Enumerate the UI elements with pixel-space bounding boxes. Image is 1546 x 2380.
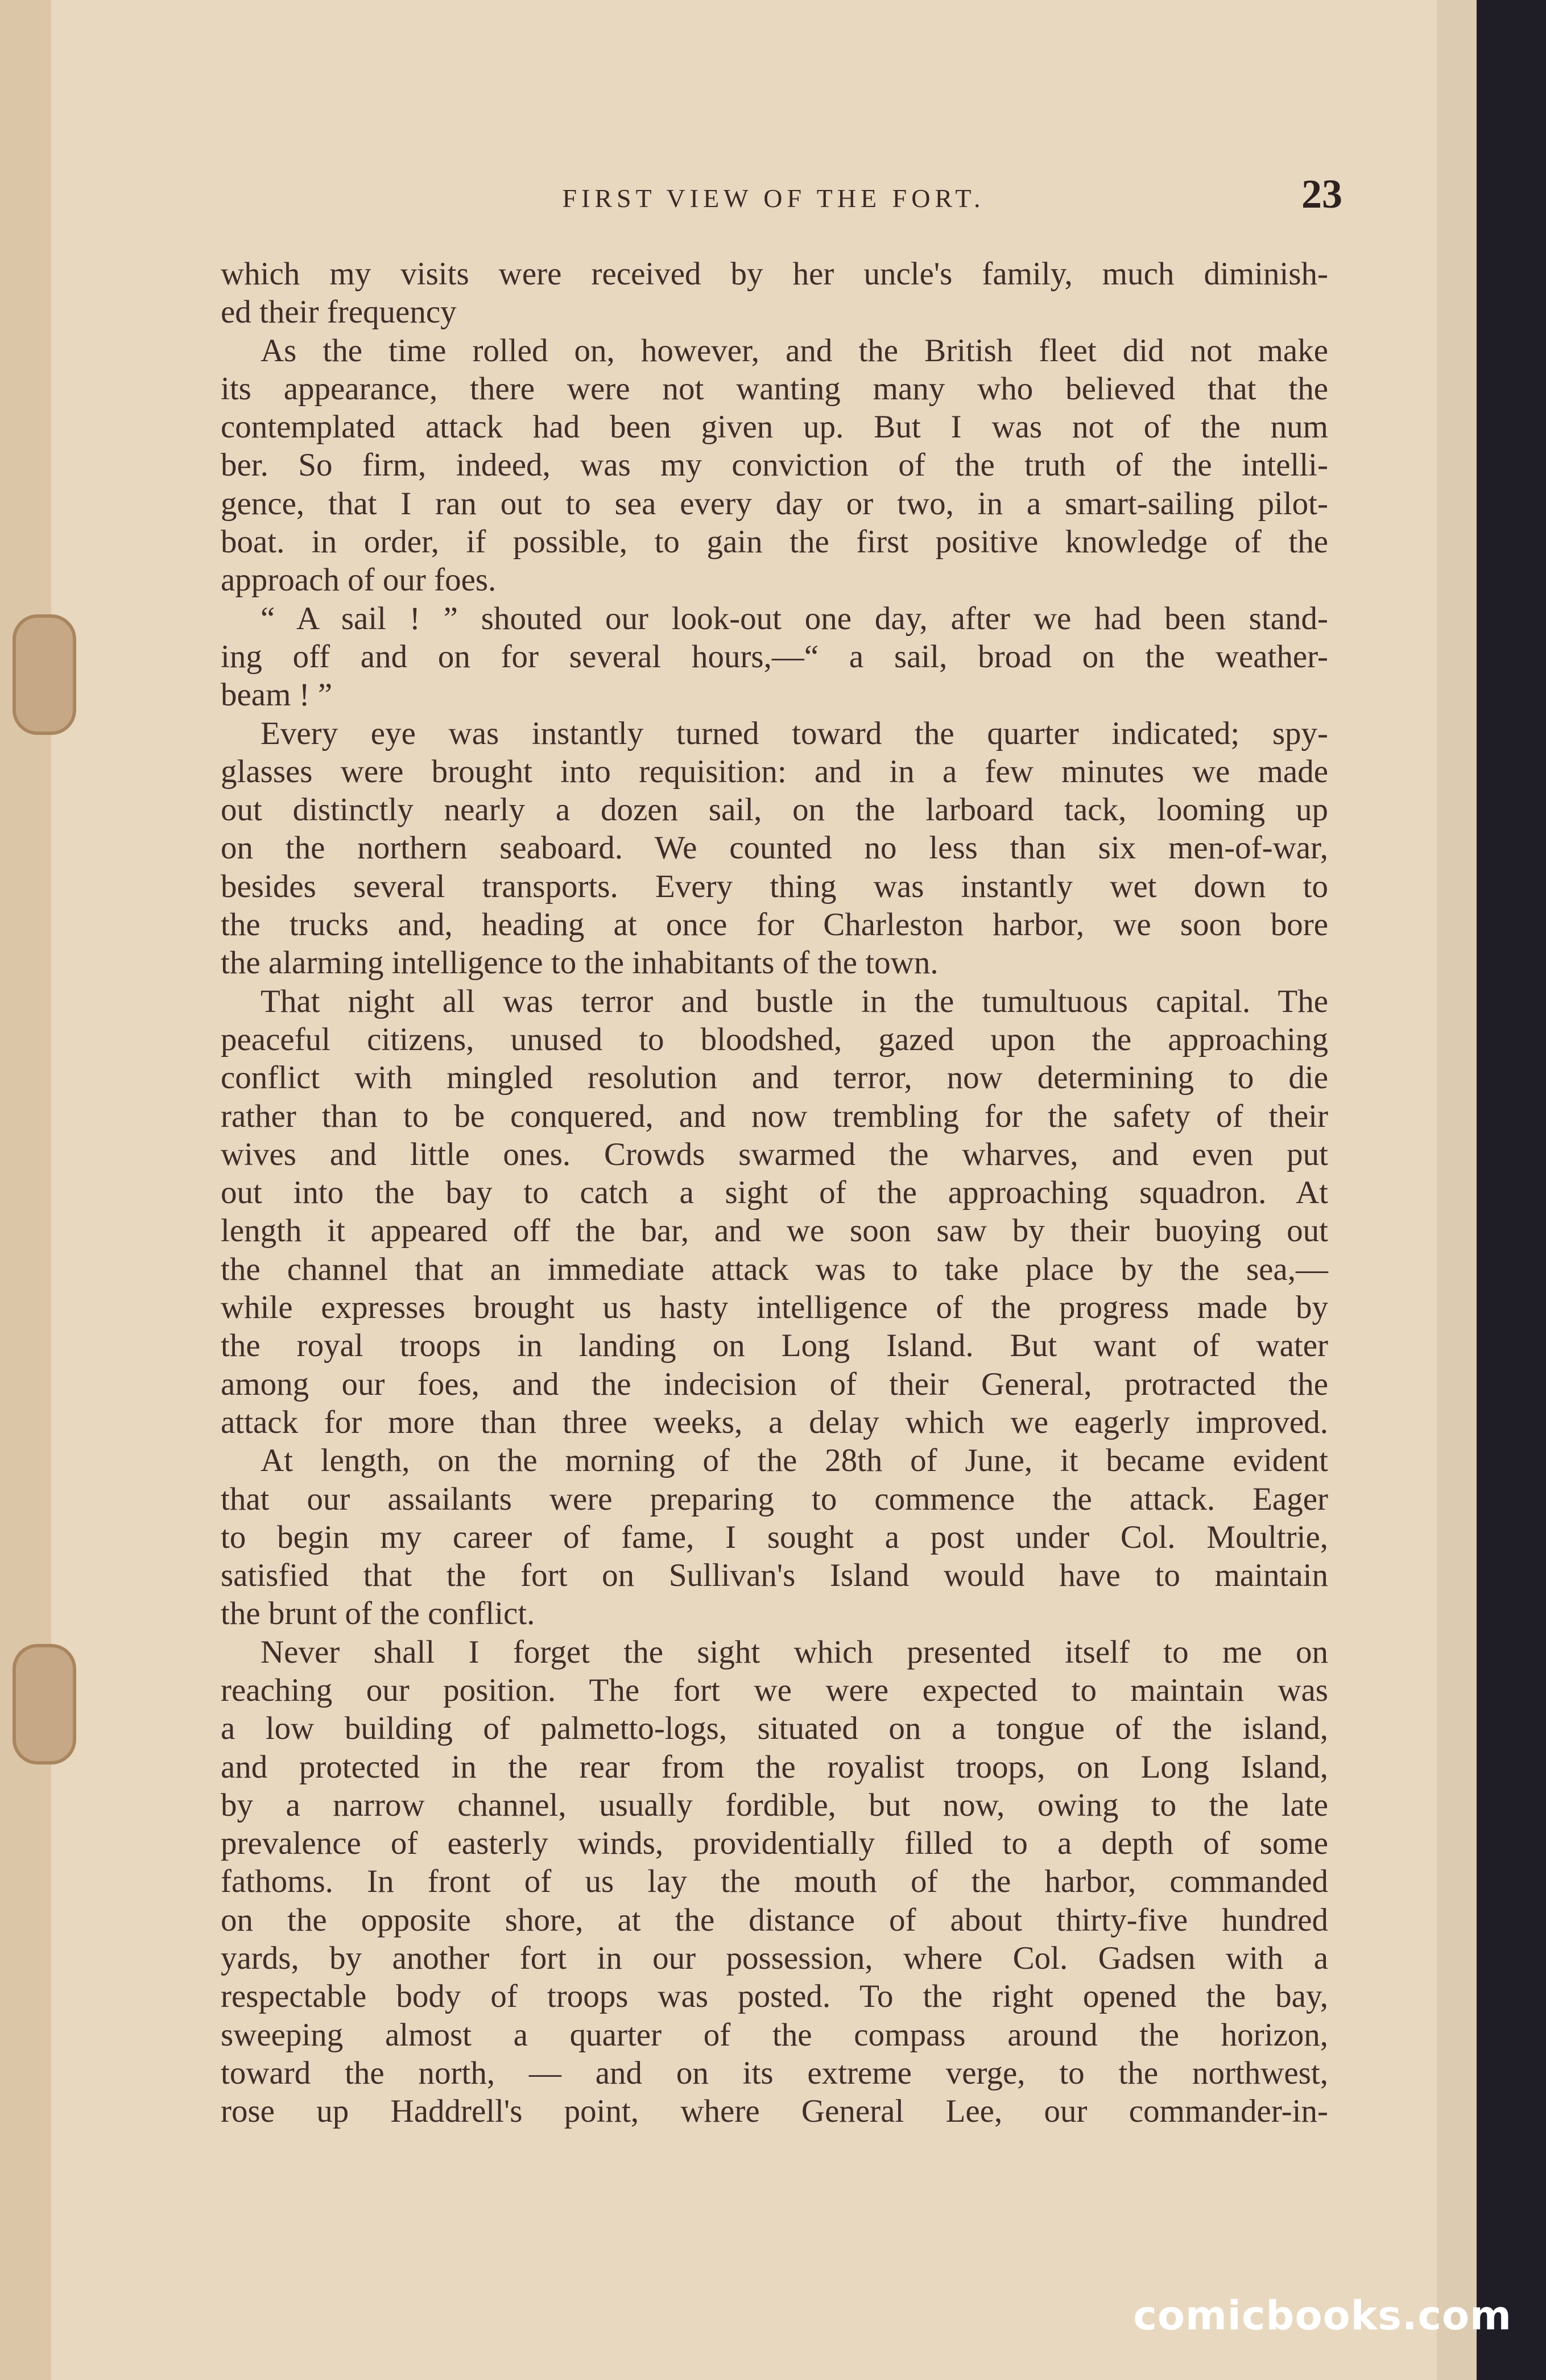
- text-line: to begin my career of fame, I sought a post under Col. Moultrie,: [221, 1519, 1328, 1555]
- text-line: toward the north, — and on its extreme verge, to the northwest,: [221, 2055, 1328, 2091]
- text-line: yards, by another fort in our possession, where Col. Gadsen with a: [221, 1940, 1328, 1977]
- page-edge-shade: [1437, 0, 1477, 2380]
- text-line: rather than to be conquered, and now trembling for the safety of their: [221, 1098, 1328, 1134]
- text-line: out distinctly nearly a dozen sail, on the larboard tack, looming up: [221, 792, 1328, 828]
- text-line: glasses were brought into requisition: and in a few minutes we made: [221, 753, 1328, 790]
- text-line: the brunt of the conflict.: [221, 1596, 535, 1632]
- text-line: among our foes, and the indecision of their General, protracted the: [221, 1366, 1328, 1402]
- text-line: As the time rolled on, however, and the British fleet did not make: [261, 332, 1328, 369]
- text-line: ing off and on for several hours,—“ a sail, broad on the weather-: [221, 638, 1328, 675]
- text-line: beam ! ”: [221, 677, 333, 713]
- chapter-running-title: FIRST VIEW OF THE FORT.: [562, 184, 985, 213]
- page-number: 23: [1301, 171, 1342, 217]
- body-text: [221, 255, 1328, 2131]
- text-line: on the opposite shore, at the distance of about thirty-five hundred: [221, 1902, 1328, 1938]
- text-line: while expresses brought us hasty intelligence of the progress made by: [221, 1290, 1328, 1326]
- text-line: reaching our position. The fort we were expected to maintain was: [221, 1672, 1328, 1708]
- text-line: Never shall I forget the sight which presented itself to me on: [261, 1634, 1328, 1670]
- text-line: wives and little ones. Crowds swarmed the wharves, and even put: [221, 1136, 1328, 1172]
- running-head: [205, 171, 1342, 233]
- text-line: besides several transports. Every thing was instantly wet down to: [221, 868, 1328, 904]
- page-gutter-shade: [0, 0, 51, 2380]
- text-line: by a narrow channel, usually fordible, but now, owing to the late: [221, 1787, 1328, 1823]
- text-line: conflict with mingled resolution and terror, now determining to die: [221, 1060, 1328, 1096]
- binding-hole: [13, 1644, 76, 1765]
- text-line: out into the bay to catch a sight of the approaching squadron. At: [221, 1175, 1328, 1211]
- binding-hole: [13, 614, 76, 735]
- text-line: contemplated attack had been given up. But I was not of the num: [221, 409, 1328, 445]
- text-line: on the northern seaboard. We counted no less than six men-of-war,: [221, 830, 1328, 866]
- text-line: its appearance, there were not wanting many who believed that the: [221, 370, 1328, 407]
- text-line: the alarming intelligence to the inhabitants of the town.: [221, 945, 939, 981]
- text-line: a low building of palmetto-logs, situated on a tongue of the island,: [221, 1710, 1328, 1747]
- text-line: the channel that an immediate attack was to take place by the sea,—: [221, 1251, 1328, 1287]
- text-line: satisfied that the fort on Sullivan's Island would have to maintain: [221, 1557, 1328, 1594]
- text-line: “ A sail ! ” shouted our look-out one day, after we had been stand-: [261, 600, 1328, 637]
- text-line: prevalence of easterly winds, providentially filled to a depth of some: [221, 1825, 1328, 1862]
- text-line: fathoms. In front of us lay the mouth of the harbor, commanded: [221, 1863, 1328, 1900]
- text-line: approach of our foes.: [221, 562, 497, 598]
- text-line: length it appeared off the bar, and we soon saw by their buoying out: [221, 1213, 1328, 1249]
- text-line: rose up Haddrell's point, where General Lee, our commander-in-: [221, 2093, 1328, 2130]
- text-line: sweeping almost a quarter of the compass around the horizon,: [221, 2017, 1328, 2053]
- text-line: the royal troops in landing on Long Island. But want of water: [221, 1328, 1328, 1364]
- text-line: ed their frequency: [221, 294, 457, 330]
- text-line: and protected in the rear from the royalist troops, on Long Island,: [221, 1749, 1328, 1785]
- text-line: the trucks and, heading at once for Charleston harbor, we soon bore: [221, 907, 1328, 943]
- watermark: comicbooks.com: [1133, 2292, 1512, 2339]
- text-line: respectable body of troops was posted. To the right opened the bay,: [221, 1978, 1328, 2015]
- text-line: which my visits were received by her uncle's family, much diminish-: [221, 256, 1328, 292]
- text-line: That night all was terror and bustle in the tumultuous capital. The: [261, 983, 1328, 1019]
- text-line: that our assailants were preparing to commence the attack. Eager: [221, 1481, 1328, 1517]
- text-line: attack for more than three weeks, a delay which we eagerly improved.: [221, 1404, 1328, 1440]
- text-line: boat. in order, if possible, to gain the first positive knowledge of the: [221, 524, 1328, 560]
- text-line: gence, that I ran out to sea every day or two, in a smart-sailing pilot-: [221, 485, 1328, 522]
- text-line: ber. So firm, indeed, was my conviction of the truth of the intelli-: [221, 447, 1328, 484]
- text-line: Every eye was instantly turned toward the quarter indicated; spy-: [261, 715, 1328, 751]
- text-line: peaceful citizens, unused to bloodshed, gazed upon the approaching: [221, 1021, 1328, 1057]
- text-line: At length, on the morning of the 28th of June, it became evident: [261, 1443, 1328, 1479]
